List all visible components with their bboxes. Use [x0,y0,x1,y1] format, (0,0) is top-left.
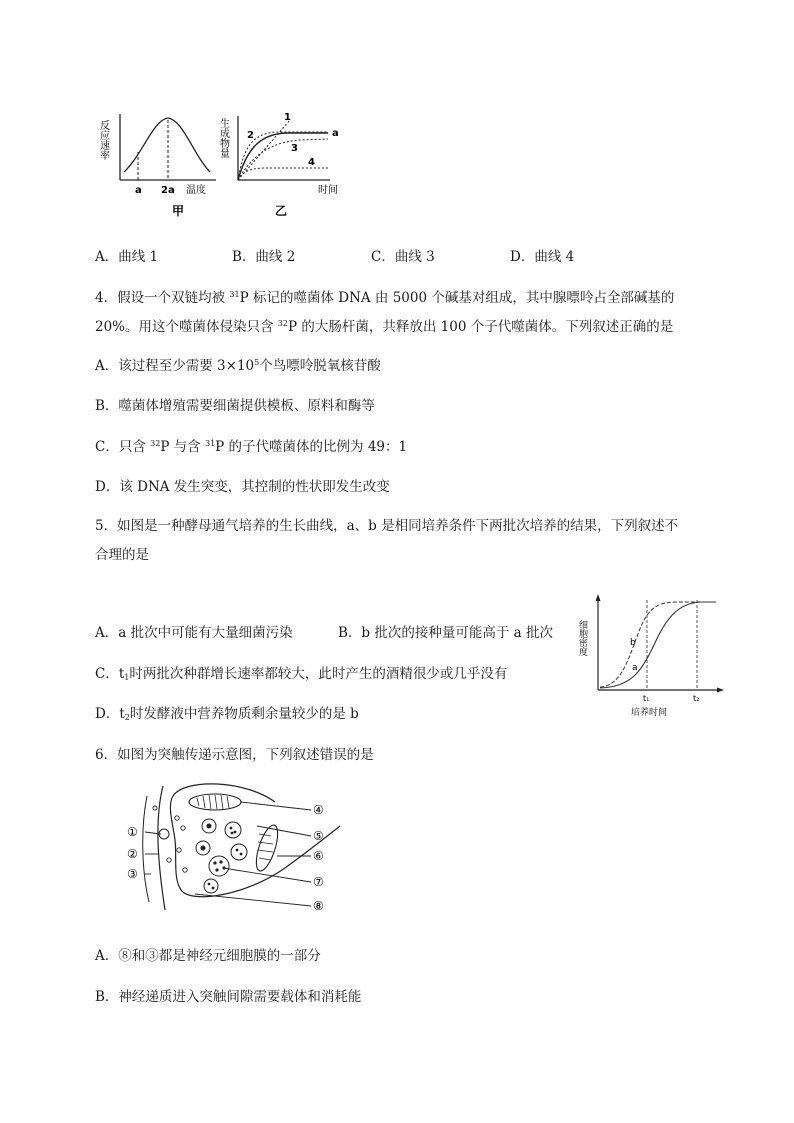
q5-option-d[interactable]: D．$t_2$时发酵液中营养物质剩余量较少的是 b [95,706,359,722]
q4-option-c[interactable]: C．只含 $^{32}$P 与含 $^{31}$P 的子代噬菌体的比例为 49：1 [95,439,408,455]
fig-tick-t2: t₂ [693,694,700,703]
graph-jia [98,108,218,223]
graph-yi [217,108,350,223]
curve-b [600,602,716,687]
curve-1 [238,120,290,180]
yi-label-3: 3 [291,143,298,154]
yi-xlabel: 时间 [318,185,338,196]
growth-curve-figure [576,590,726,720]
postsynaptic-membrane [158,786,165,910]
fig-label-a: a [632,663,638,673]
jia-tick-2a: 2a [161,185,175,196]
q3-option-d[interactable]: D．曲线 4 [510,249,575,265]
yi-caption: 乙 [275,204,288,218]
label-7: ⑦ [313,875,324,889]
yi-ylabel: 生成物量 [217,118,229,158]
label-2: ② [127,847,138,861]
q3-option-b[interactable]: B．曲线 2 [232,249,296,265]
jia-ylabel: 反应速率 [97,120,109,160]
q3-option-c[interactable]: C．曲线 3 [371,249,435,265]
fig-xlabel: 培养时间 [631,708,668,718]
mitochondrion-side [252,823,282,874]
q5-option-c[interactable]: C．$t_1$时两批次种群增长速率都较大，此时产生的酒精很少或几乎没有 [95,666,508,682]
label-3: ③ [127,867,138,881]
q4-stem-line1: 4．假设一个双链均被 $^{31}$P 标记的噬菌体 DNA 由 5000 个碱基对组成，其中腺嘌呤占全部碱基的 [95,290,675,306]
q6-option-a[interactable]: A．⑧和③都是神经元细胞膜的一部分 [95,948,321,964]
label-5: ⑤ [313,829,324,843]
label-4: ④ [313,803,324,817]
synaptic-vesicle [231,844,247,860]
q4-option-d[interactable]: D．该 DNA 发生突变，其控制的性状即发生改变 [95,479,390,495]
yi-label-4: 4 [308,157,315,168]
fig-ylabel: 细胞密度 [577,620,587,656]
q5-stem-line2: 合理的是 [95,547,149,563]
label-8: ⑧ [313,899,324,913]
synaptic-vesicle [204,879,218,893]
synapse-diagram [125,778,350,920]
q4-option-a[interactable]: A．该过程至少需要 $3\times 10^5$个鸟嘌呤脱氧核苷酸 [95,358,381,374]
fig-tick-t1: t₁ [643,694,650,703]
curve-a [600,602,716,688]
q6-option-b[interactable]: B．神经递质进入突触间隙需要载体和消耗能 [95,989,362,1005]
rate-curve [124,118,210,172]
label-6: ⑥ [313,849,324,863]
curve-4 [238,168,328,180]
q5-option-a[interactable]: A．a 批次中可能有大量细菌污染 [95,625,293,641]
q6-stem: 6．如图为突触传递示意图，下列叙述错误的是 [95,747,374,763]
q4-option-b[interactable]: B．噬菌体增殖需要细菌提供模板、原料和酶等 [95,398,375,414]
label-1: ① [127,825,138,839]
q4-stem-line2: 20%。用这个噬菌体侵染只含 $^{32}$P 的大肠杆菌，共释放出 100 个子代噬菌体。下列叙述正确的是 [95,319,674,335]
jia-caption: 甲 [172,204,185,218]
fig-label-b: b [630,638,636,648]
q3-option-a[interactable]: A．曲线 1 [95,249,159,265]
yi-label-a: a [332,128,339,139]
synaptic-vesicle [225,822,241,838]
jia-xlabel: 温度 [186,185,206,196]
synaptic-vesicle [209,856,229,876]
q5-stem-line1: 5．如图是一种酵母通气培养的生长曲线，a、b 是相同培养条件下两批次培养的结果，下列叙述不 [95,518,679,534]
yi-label-1: 1 [284,112,291,123]
jia-tick-a: a [135,185,142,196]
q5-option-b[interactable]: B．b 批次的接种量可能高于 a 批次 [338,625,553,641]
yi-label-2: 2 [247,130,254,141]
